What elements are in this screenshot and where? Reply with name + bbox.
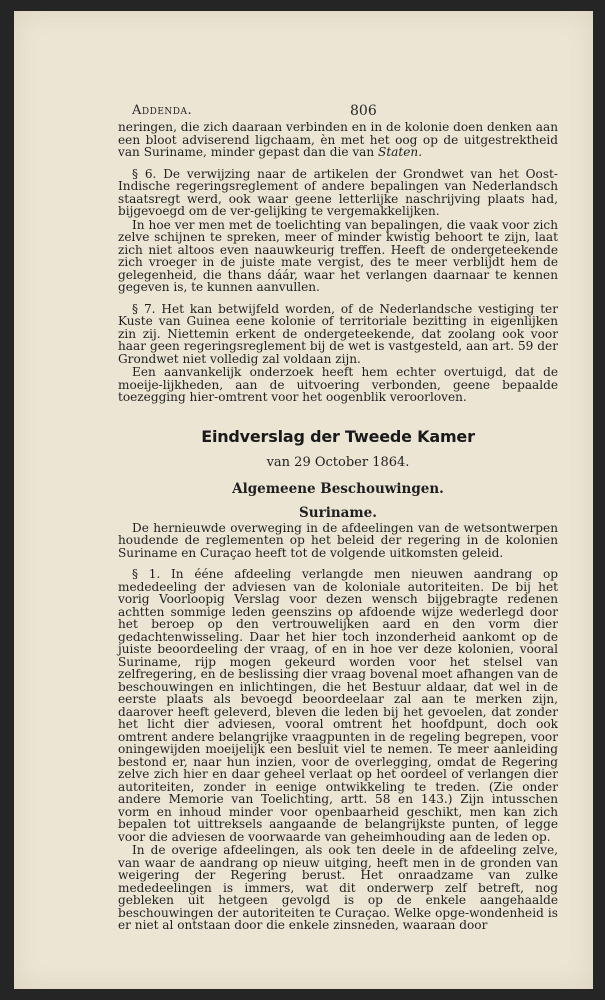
paragraph-intro: De hernieuwde overweging in de afdeelingen van de wetsontwerpen houdende de reglementen op het beleid der regering in de kolonien Suriname en Curaçao heeft tot de volgende uitkomsten geleid. xyxy=(118,520,558,560)
section-title: Eindverslag der Tweede Kamer xyxy=(201,426,475,446)
page-number: 806 xyxy=(350,103,377,119)
page-body xyxy=(118,121,558,932)
section-date: van 29 October 1864. xyxy=(266,454,410,470)
paragraph-s1-2: In de overige afdeelingen, als ook ten deele in de afdeeling zelve, van waar de aandrang op nieuw uitging, heeft men in de gronden van weigering der Regering berust. Het onraadzame van zulke mededeelingen is immers, wat dit onderwerp zelf betreft, nog gebleken uit hetgeen gevolgd is op de enkele aangehaalde beschouwingen der autoriteiten te Curaçao. Welke opge-wondenheid is er niet al ontstaan door die enkele zinsneden, waaraan door xyxy=(118,843,558,932)
paragraph-s7-2: Een aanvankelijk onderzoek heeft hem echter overtuigd, dat de moeije-lijkheden, aan de uitvoering verbonden, geene bepaalde toezegging hier-omtrent voor het oogenblik veroorloven. xyxy=(118,365,558,404)
paragraph-s6: § 6. De verwijzing naar de artikelen der Grondwet van het Oost-Indische regeringsreglement of andere bepalingen van Nederlandsch staatsregt werd, ook waar geene letterlijke naschrijving plaats had, bijgevoegd om de ver-gelijking te vergemakkelijken. xyxy=(118,166,558,218)
paragraph-s1: § 1. In ééne afdeeling verlangde men nieuwen aandrang op mededeeling der adviesen van de koloniale autoriteiten. De bij het vorig Voorloopig Verslag voor dezen wensch bijgebragte redenen achtten sommige leden geenszins op afdoende wijze wederlegd door het beroep op den vertrouwelijken aard en den vorm dier gedachtenwisseling. Daar het hier toch inzonderheid aankomt op de juiste beoordeeling der vraag, of en in hoe ver deze kolonien, vooral Suriname, rijp mogen gekeurd worden voor het stelsel van zelfregering, en de beslissing dier vraag bovenal moet afhangen van de beschouwingen en inlichtingen, die het Bestuur aldaar, dat wel in de eerste plaats als bevoegd beoordeelaar zal aan te merken zijn, daarover heeft geleverd, bleven die leden bij het gevoelen, dat zonder het licht dier adviesen, vooral omtrent het hoofdpunt, doch ook omtrent andere belangrijke vraagpunten in de regeling begrepen, voor oningewijden moeijelijk een besluit viel te nemen. Te meer aanleiding bestond er, naar hun inzien, voor de overlegging, omdat de Regering zelve zich hier en daar geheel verlaat op het oordeel of verlangen dier autoriteiten, zonder in eenige ontwikkeling te treden. (Zie onder andere Memorie van Toelichting, artt. 58 en 143.) Zijn intusschen vorm en inhoud minder voor openbaarheid geschikt, men kan zich bepalen tot uittreksels aangaande de belangrijkste punten, of legge voor die adviesen de voorwaarde van geheimhouding aan de leden op. xyxy=(118,567,558,844)
section-label: Addenda. xyxy=(132,103,193,118)
paragraph-s7: § 7. Het kan betwijfeld worden, of de Nederlandsche vestiging ter Kuste van Guinea eene kolonie of territoriale bezitting in eigenlijken zin zij. Niettemin erkent de ondergeteekende, dat zoolang ook voor haar geen regeringsreglement bij de wet is vastgesteld, aan art. 59 der Grondwet niet volledig zal voldaan zijn. xyxy=(118,301,558,366)
section-subsubtitle: Suriname. xyxy=(299,504,377,521)
section-subtitle: Algemeene Beschouwingen. xyxy=(232,480,444,497)
paragraph-continuation: neringen, die zich daaraan verbinden en in de kolonie doen denken aan een bloot adviserend ligchaam, èn met het oog op de uitgestrektheid van Suriname, minder gepast dan die van Staten. xyxy=(118,120,558,159)
paragraph-s6-2: In hoe ver men met de toelichting van bepalingen, die vaak voor zich zelve schijnen te spreken, meer of minder kwistig behoort te zijn, laat zich niet altoos even naauwkeurig treffen. Heeft de ondergeteekende zich vroeger in de juiste mate vergist, des te meer verblijdt hem de gelegenheid, die thans dáár, waar het verlangen daarnaar te kennen gegeven is, te kunnen aanvullen. xyxy=(118,217,558,294)
